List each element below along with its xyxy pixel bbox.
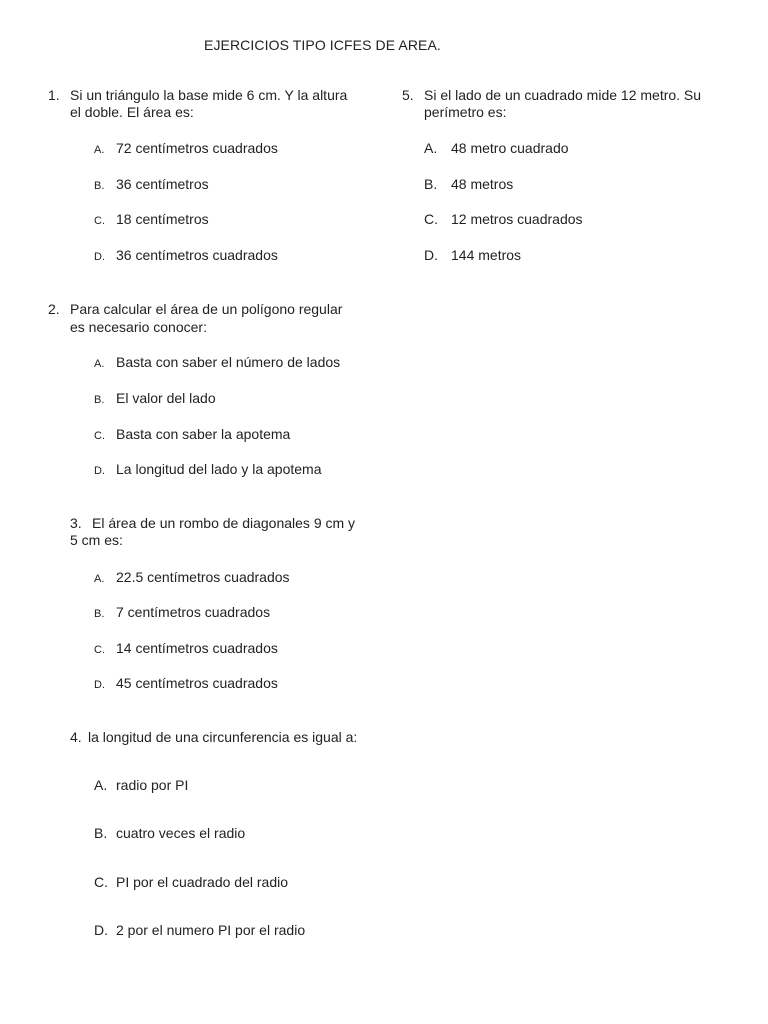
answer-option xyxy=(94,825,245,841)
question-text-line: Si un triángulo la base mide 6 cm. Y la altura xyxy=(70,87,348,103)
option-text: 2 por el numero PI por el radio xyxy=(116,922,306,938)
question-text-line: perímetro es: xyxy=(424,104,507,120)
option-letter: A. xyxy=(94,144,105,156)
answer-option xyxy=(94,354,340,372)
option-text: 18 centímetros xyxy=(116,211,209,227)
option-letter: D. xyxy=(94,251,105,263)
option-letter: B. xyxy=(424,176,438,192)
option-letter: B. xyxy=(94,825,108,841)
answer-option xyxy=(94,922,305,938)
answer-option xyxy=(424,176,513,192)
answer-option xyxy=(94,675,278,693)
option-letter: B. xyxy=(94,608,105,620)
option-letter: A. xyxy=(94,573,105,585)
question-number: 4. xyxy=(70,729,82,745)
answer-option xyxy=(94,777,188,793)
question-text-line: es necesario conocer: xyxy=(70,319,207,335)
option-text: 48 metros xyxy=(451,176,514,192)
option-text: Basta con saber la apotema xyxy=(116,426,291,442)
question-text-line: El área de un rombo de diagonales 9 cm y xyxy=(92,515,356,531)
option-text: 36 centímetros xyxy=(116,176,209,192)
option-letter: C. xyxy=(94,874,108,890)
option-letter: D. xyxy=(94,679,105,691)
option-text: 22.5 centímetros cuadrados xyxy=(116,569,290,585)
option-letter: C. xyxy=(94,215,105,227)
option-letter: D. xyxy=(94,465,105,477)
answer-option xyxy=(94,390,216,408)
option-text: cuatro veces el radio xyxy=(116,825,246,841)
option-letter: C. xyxy=(94,430,105,442)
option-letter: A. xyxy=(94,358,105,370)
option-text: 7 centímetros cuadrados xyxy=(116,604,271,620)
question-number: 3. xyxy=(70,515,82,531)
option-text: PI por el cuadrado del radio xyxy=(116,874,288,890)
option-text: 45 centímetros cuadrados xyxy=(116,675,278,691)
option-text: 144 metros xyxy=(451,247,522,263)
option-text: 72 centímetros cuadrados xyxy=(116,140,278,156)
answer-option xyxy=(94,640,278,658)
question-text-line: el doble. El área es: xyxy=(70,104,194,120)
option-letter: C. xyxy=(94,644,105,656)
answer-option xyxy=(424,211,583,227)
answer-option xyxy=(94,247,278,265)
answer-option xyxy=(94,461,321,479)
option-letter: B. xyxy=(94,180,105,192)
answer-option xyxy=(94,176,209,194)
answer-option xyxy=(424,247,521,263)
answer-option xyxy=(94,569,290,587)
question-text-line: 5 cm es: xyxy=(70,532,123,548)
question-number: 2. xyxy=(48,301,60,317)
option-text: radio por PI xyxy=(116,777,189,793)
option-letter: D. xyxy=(424,247,438,263)
answer-option xyxy=(94,604,270,622)
question-text-line: Si el lado de un cuadrado mide 12 metro. Su xyxy=(424,87,702,103)
question-number: 5. xyxy=(402,87,414,103)
option-text: 12 metros cuadrados xyxy=(451,211,583,227)
option-letter: D. xyxy=(94,922,108,938)
answer-option xyxy=(424,140,569,156)
question-text-line: Para calcular el área de un polígono regular xyxy=(70,301,343,317)
option-text: 14 centímetros cuadrados xyxy=(116,640,278,656)
option-text: La longitud del lado y la apotema xyxy=(116,461,322,477)
option-text: 48 metro cuadrado xyxy=(451,140,569,156)
option-letter: B. xyxy=(94,394,105,406)
option-text: 36 centímetros cuadrados xyxy=(116,247,278,263)
option-letter: A. xyxy=(94,777,108,793)
answer-option xyxy=(94,140,278,158)
answer-option xyxy=(94,211,209,229)
question-number: 1. xyxy=(48,87,60,103)
question-text-line: la longitud de una circunferencia es igual a: xyxy=(88,729,358,745)
answer-option xyxy=(94,426,290,444)
option-letter: A. xyxy=(424,140,438,156)
option-letter: C. xyxy=(424,211,438,227)
option-text: Basta con saber el número de lados xyxy=(116,354,341,370)
option-text: El valor del lado xyxy=(116,390,216,406)
document-title: EJERCICIOS TIPO ICFES DE AREA. xyxy=(204,37,441,53)
answer-option xyxy=(94,874,288,890)
